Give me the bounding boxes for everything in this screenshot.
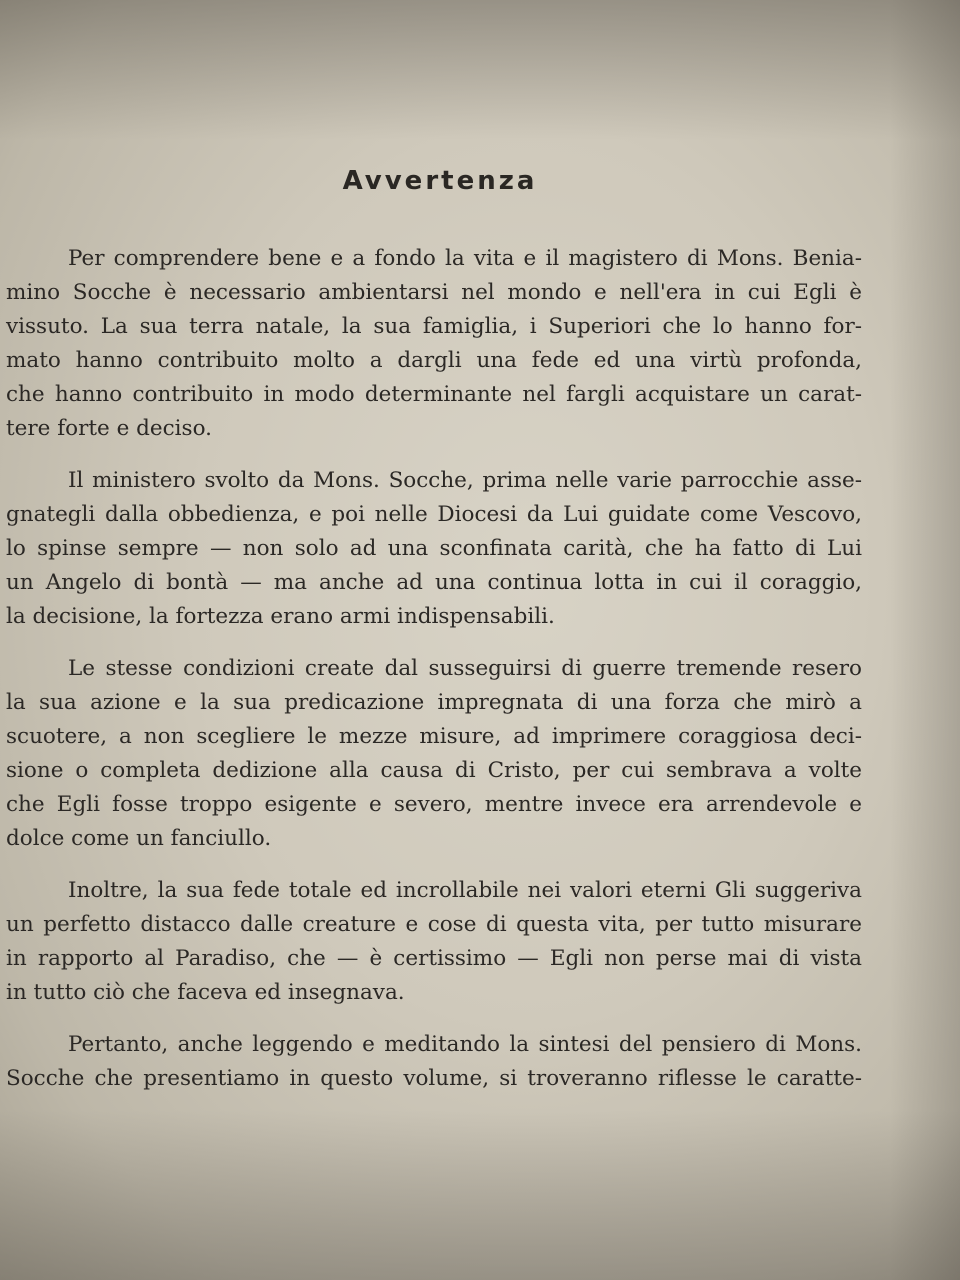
text-line: Il ministero svolto da Mons. Socche, prima nelle varie parrocchie asse- (68, 468, 862, 493)
text-line: Inoltre, la sua fede totale ed incrollabile nei valori eterni Gli suggeriva (68, 878, 862, 903)
paragraph-1 (6, 242, 862, 446)
text-line: dolce come un fanciullo. (6, 826, 272, 851)
paragraph-5 (6, 1028, 862, 1096)
text-line: la decisione, la fortezza erano armi indispensabili. (6, 604, 555, 629)
page-shadow-right (890, 0, 960, 1280)
text-line: vissuto. La sua terra natale, la sua famiglia, i Superiori che lo hanno for- (6, 314, 862, 339)
text-line: Pertanto, anche leggendo e meditando la sintesi del pensiero di Mons. (68, 1032, 862, 1057)
text-line: in rapporto al Paradiso, che — è certissimo — Egli non perse mai di vista (6, 946, 862, 971)
text-line: Socche che presentiamo in questo volume, si troveranno riflesse le caratte- (6, 1066, 862, 1091)
text-line: tere forte e deciso. (6, 416, 212, 441)
text-line: Per comprendere bene e a fondo la vita e il magistero di Mons. Benia- (68, 246, 862, 271)
page-shadow-top (0, 0, 960, 140)
text-line: che hanno contribuito in modo determinante nel fargli acquistare un carat- (6, 382, 862, 407)
text-line: Le stesse condizioni create dal susseguirsi di guerre tremende resero (68, 656, 862, 681)
text-line: un Angelo di bontà — ma anche ad una continua lotta in cui il coraggio, (6, 570, 862, 595)
text-line: un perfetto distacco dalle creature e cose di questa vita, per tutto misurare (6, 912, 862, 937)
text-line: che Egli fosse troppo esigente e severo, mentre invece era arrendevole e (6, 792, 862, 817)
paragraph-4 (6, 874, 862, 1010)
text-line: mato hanno contribuito molto a dargli una fede ed una virtù profonda, (6, 348, 862, 373)
page-shadow-bottom (0, 1110, 960, 1280)
text-line: la sua azione e la sua predicazione impregnata di una forza che mirò a (6, 690, 862, 715)
text-line: sione o completa dedizione alla causa di Cristo, per cui sembrava a volte (6, 758, 862, 783)
body-text (6, 242, 862, 1114)
text-line: in tutto ciò che faceva ed insegnava. (6, 980, 405, 1005)
page-title: Avvertenza (342, 166, 538, 196)
text-line: scuotere, a non scegliere le mezze misure, ad imprimere coraggiosa deci- (6, 724, 862, 749)
paragraph-2 (6, 464, 862, 634)
text-line: mino Socche è necessario ambientarsi nel mondo e nell'era in cui Egli è (6, 280, 862, 305)
text-line: gnategli dalla obbedienza, e poi nelle Diocesi da Lui guidate come Vescovo, (6, 502, 862, 527)
text-line: lo spinse sempre — non solo ad una sconfinata carità, che ha fatto di Lui (6, 536, 862, 561)
paragraph-3 (6, 652, 862, 856)
